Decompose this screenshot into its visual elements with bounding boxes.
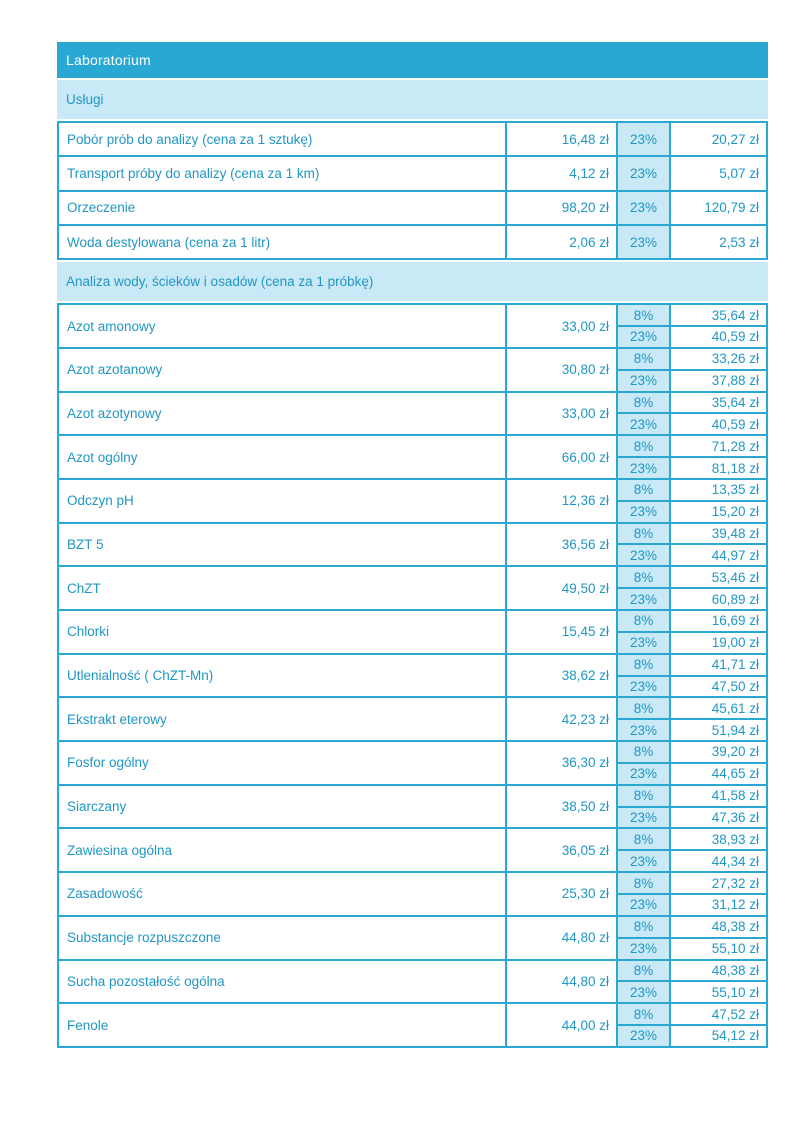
rate-subrow <box>616 567 766 587</box>
service-name: Fosfor ogólny <box>67 755 149 771</box>
gross-price: 55,10 zł <box>669 939 766 959</box>
rate-subrow <box>616 436 766 456</box>
gross-price: 44,97 zł <box>669 545 766 565</box>
rates-column <box>616 1004 766 1046</box>
service-row <box>57 959 768 1005</box>
rates-column <box>616 123 766 155</box>
rate-subrow <box>616 655 766 675</box>
vat-rate: 23% <box>616 939 669 959</box>
vat-rate: 23% <box>616 327 669 347</box>
vat-rate: 8% <box>616 742 669 762</box>
gross-price: 53,46 zł <box>669 567 766 587</box>
net-price: 16,48 zł <box>505 123 616 155</box>
net-price: 33,00 zł <box>505 305 616 347</box>
gross-price: 51,94 zł <box>669 720 766 740</box>
vat-rate: 23% <box>616 589 669 609</box>
rates-column <box>616 393 766 435</box>
service-name: Siarczany <box>67 799 127 815</box>
service-name: Ekstrakt eterowy <box>67 711 167 727</box>
rate-subrow <box>616 1004 766 1024</box>
service-row <box>57 565 768 611</box>
vat-rate: 8% <box>616 829 669 849</box>
gross-price: 47,36 zł <box>669 808 766 828</box>
vat-rate: 8% <box>616 393 669 413</box>
service-name: Pobór prób do analizy (cena za 1 sztukę) <box>67 131 313 147</box>
service-name: Odczyn pH <box>67 493 134 509</box>
net-price: 12,36 zł <box>505 480 616 522</box>
rate-subrow <box>616 226 766 258</box>
gross-price: 27,32 zł <box>669 873 766 893</box>
rates-column <box>616 436 766 478</box>
net-price: 15,45 zł <box>505 611 616 653</box>
vat-rate: 8% <box>616 524 669 544</box>
rate-subrow <box>616 762 766 784</box>
rate-subrow <box>616 829 766 849</box>
gross-price: 41,71 zł <box>669 655 766 675</box>
rate-subrow <box>616 961 766 981</box>
gross-price: 5,07 zł <box>669 157 766 189</box>
service-row <box>57 121 768 157</box>
rate-subrow <box>616 480 766 500</box>
service-name: Fenole <box>67 1017 109 1033</box>
service-row <box>57 190 768 226</box>
vat-rate: 8% <box>616 305 669 325</box>
vat-rate: 23% <box>616 458 669 478</box>
gross-price: 55,10 zł <box>669 982 766 1002</box>
service-name: Zawiesina ogólna <box>67 842 173 858</box>
vat-rate: 23% <box>616 157 669 189</box>
vat-rate: 23% <box>616 851 669 871</box>
table-title: Laboratorium <box>57 42 768 78</box>
net-price: 36,56 zł <box>505 524 616 566</box>
net-price: 42,23 zł <box>505 698 616 740</box>
service-row <box>57 391 768 437</box>
service-row <box>57 522 768 568</box>
rates-column <box>616 349 766 391</box>
service-name: Substancje rozpuszczone <box>67 930 221 946</box>
gross-price: 40,59 zł <box>669 327 766 347</box>
gross-price: 35,64 zł <box>669 305 766 325</box>
vat-rate: 23% <box>616 677 669 697</box>
gross-price: 54,12 zł <box>669 1026 766 1046</box>
rates-column <box>616 305 766 347</box>
vat-rate: 23% <box>616 371 669 391</box>
rates-column <box>616 873 766 915</box>
vat-rate: 8% <box>616 480 669 500</box>
gross-price: 39,48 zł <box>669 524 766 544</box>
vat-rate: 8% <box>616 917 669 937</box>
service-name: Orzeczenie <box>67 200 136 216</box>
vat-rate: 23% <box>616 414 669 434</box>
rate-subrow <box>616 631 766 653</box>
net-price: 33,00 zł <box>505 393 616 435</box>
vat-rate: 23% <box>616 502 669 522</box>
service-name: Woda destylowana (cena za 1 litr) <box>67 234 271 250</box>
service-row <box>57 784 768 830</box>
rate-subrow <box>616 524 766 544</box>
rate-subrow <box>616 456 766 478</box>
vat-rate: 23% <box>616 1026 669 1046</box>
gross-price: 20,27 zł <box>669 123 766 155</box>
section-header: Usługi <box>57 80 768 119</box>
vat-rate: 23% <box>616 982 669 1002</box>
service-row <box>57 434 768 480</box>
vat-rate: 23% <box>616 192 669 224</box>
vat-rate: 8% <box>616 873 669 893</box>
gross-price: 2,53 zł <box>669 226 766 258</box>
rate-subrow <box>616 157 766 189</box>
service-row <box>57 609 768 655</box>
vat-rate: 8% <box>616 349 669 369</box>
rate-subrow <box>616 849 766 871</box>
net-price: 38,62 zł <box>505 655 616 697</box>
gross-price: 15,20 zł <box>669 502 766 522</box>
rate-subrow <box>616 698 766 718</box>
gross-price: 35,64 zł <box>669 393 766 413</box>
rates-column <box>616 192 766 224</box>
service-row <box>57 155 768 191</box>
vat-rate: 8% <box>616 786 669 806</box>
gross-price: 48,38 zł <box>669 917 766 937</box>
service-row <box>57 653 768 699</box>
rates-column <box>616 786 766 828</box>
vat-rate: 23% <box>616 808 669 828</box>
rate-subrow <box>616 123 766 155</box>
vat-rate: 8% <box>616 567 669 587</box>
gross-price: 31,12 zł <box>669 895 766 915</box>
vat-rate: 8% <box>616 611 669 631</box>
net-price: 36,05 zł <box>505 829 616 871</box>
gross-price: 40,59 zł <box>669 414 766 434</box>
gross-price: 13,35 zł <box>669 480 766 500</box>
rate-subrow <box>616 500 766 522</box>
service-name: Zasadowość <box>67 886 143 902</box>
service-row <box>57 871 768 917</box>
net-price: 30,80 zł <box>505 349 616 391</box>
rate-subrow <box>616 937 766 959</box>
vat-rate: 23% <box>616 545 669 565</box>
rates-column <box>616 698 766 740</box>
rate-subrow <box>616 980 766 1002</box>
net-price: 98,20 zł <box>505 192 616 224</box>
vat-rate: 8% <box>616 1004 669 1024</box>
gross-price: 47,50 zł <box>669 677 766 697</box>
service-row <box>57 696 768 742</box>
net-price: 2,06 zł <box>505 226 616 258</box>
service-name: Chlorki <box>67 624 110 640</box>
rates-column <box>616 829 766 871</box>
gross-price: 44,34 zł <box>669 851 766 871</box>
rates-column <box>616 655 766 697</box>
rate-subrow <box>616 412 766 434</box>
gross-price: 19,00 zł <box>669 633 766 653</box>
service-name: Azot amonowy <box>67 318 156 334</box>
gross-price: 38,93 zł <box>669 829 766 849</box>
rate-subrow <box>616 192 766 224</box>
net-price: 38,50 zł <box>505 786 616 828</box>
service-name: Azot ogólny <box>67 449 138 465</box>
service-name: Utlenialność ( ChZT-Mn) <box>67 668 214 684</box>
gross-price: 60,89 zł <box>669 589 766 609</box>
rates-column <box>616 480 766 522</box>
net-price: 44,00 zł <box>505 1004 616 1046</box>
rates-column <box>616 567 766 609</box>
rate-subrow <box>616 806 766 828</box>
gross-price: 48,38 zł <box>669 961 766 981</box>
vat-rate: 23% <box>616 123 669 155</box>
rate-subrow <box>616 718 766 740</box>
gross-price: 16,69 zł <box>669 611 766 631</box>
net-price: 66,00 zł <box>505 436 616 478</box>
rate-subrow <box>616 325 766 347</box>
service-row <box>57 740 768 786</box>
rate-subrow <box>616 543 766 565</box>
rate-subrow <box>616 369 766 391</box>
vat-rate: 23% <box>616 720 669 740</box>
service-row <box>57 915 768 961</box>
service-row <box>57 478 768 524</box>
rate-subrow <box>616 786 766 806</box>
vat-rate: 8% <box>616 961 669 981</box>
rate-subrow <box>616 587 766 609</box>
gross-price: 33,26 zł <box>669 349 766 369</box>
table-body <box>57 80 768 1048</box>
rates-column <box>616 917 766 959</box>
net-price: 44,80 zł <box>505 961 616 1003</box>
service-row <box>57 827 768 873</box>
gross-price: 47,52 zł <box>669 1004 766 1024</box>
gross-price: 44,65 zł <box>669 764 766 784</box>
rate-subrow <box>616 305 766 325</box>
vat-rate: 8% <box>616 655 669 675</box>
rates-column <box>616 611 766 653</box>
vat-rate: 8% <box>616 436 669 456</box>
net-price: 4,12 zł <box>505 157 616 189</box>
rate-subrow <box>616 349 766 369</box>
service-name: Transport próby do analizy (cena za 1 km) <box>67 165 320 181</box>
service-row <box>57 224 768 260</box>
service-row <box>57 347 768 393</box>
gross-price: 39,20 zł <box>669 742 766 762</box>
rate-subrow <box>616 611 766 631</box>
gross-price: 81,18 zł <box>669 458 766 478</box>
rates-column <box>616 742 766 784</box>
rates-column <box>616 226 766 258</box>
service-name: Azot azotanowy <box>67 362 163 378</box>
gross-price: 71,28 zł <box>669 436 766 456</box>
net-price: 25,30 zł <box>505 873 616 915</box>
rate-subrow <box>616 873 766 893</box>
service-name: Sucha pozostałość ogólna <box>67 973 225 989</box>
vat-rate: 23% <box>616 633 669 653</box>
section-header: Analiza wody, ścieków i osadów (cena za 1 próbkę) <box>57 262 768 301</box>
vat-rate: 23% <box>616 226 669 258</box>
gross-price: 41,58 zł <box>669 786 766 806</box>
rate-subrow <box>616 1024 766 1046</box>
rate-subrow <box>616 893 766 915</box>
price-table <box>57 42 768 1048</box>
rate-subrow <box>616 675 766 697</box>
net-price: 49,50 zł <box>505 567 616 609</box>
rate-subrow <box>616 917 766 937</box>
net-price: 44,80 zł <box>505 917 616 959</box>
vat-rate: 23% <box>616 895 669 915</box>
vat-rate: 23% <box>616 764 669 784</box>
net-price: 36,30 zł <box>505 742 616 784</box>
vat-rate: 8% <box>616 698 669 718</box>
rate-subrow <box>616 742 766 762</box>
service-name: Azot azotynowy <box>67 405 162 421</box>
rates-column <box>616 961 766 1003</box>
gross-price: 120,79 zł <box>669 192 766 224</box>
rates-column <box>616 157 766 189</box>
gross-price: 37,88 zł <box>669 371 766 391</box>
service-name: BZT 5 <box>67 536 104 552</box>
service-name: ChZT <box>67 580 101 596</box>
rate-subrow <box>616 393 766 413</box>
service-row <box>57 1002 768 1048</box>
service-row <box>57 303 768 349</box>
rates-column <box>616 524 766 566</box>
gross-price: 45,61 zł <box>669 698 766 718</box>
